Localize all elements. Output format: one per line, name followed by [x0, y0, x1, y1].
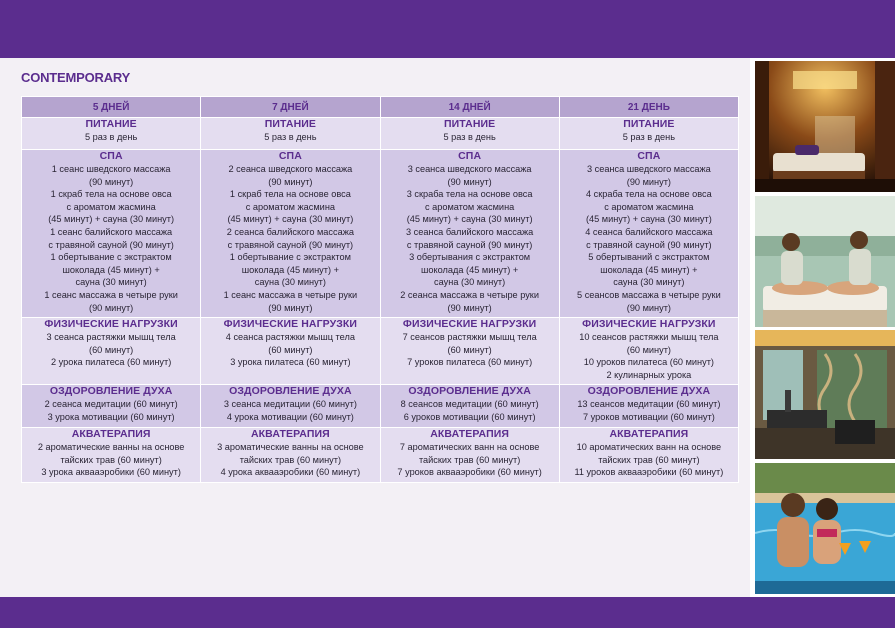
cell-line: 1 скраб тела на основе овса: [229, 189, 351, 200]
cell-line: 2 сеанса медитации (60 минут): [44, 399, 178, 409]
cell-line: 3 скраба тела на основе овса: [406, 189, 533, 200]
cell-line: 4 сеанса балийского массажа: [585, 226, 713, 237]
column-header-5-days: 5 ДНЕЙ: [22, 97, 201, 118]
cell-line: тайских трав (60 минут): [598, 454, 700, 465]
cell-line: 8 сеансов медитации (60 минут): [400, 399, 539, 409]
cell-fitness-2: [201, 318, 380, 385]
row-heading: АКВАТЕРАПИЯ: [430, 428, 510, 440]
table-row-nutrition: [22, 118, 739, 150]
cell-line: шоколада (45 минут) +: [600, 264, 698, 275]
pool-photo: [755, 463, 895, 594]
cell-line: 2 ароматические ванны на основе: [37, 442, 185, 452]
cell-line: шоколада (45 минут) +: [241, 264, 339, 275]
cell-spirit-3: [380, 385, 559, 428]
cell-line: (60 минут): [89, 344, 134, 355]
row-heading: ФИЗИЧЕСКИЕ НАГРУЗКИ: [402, 318, 537, 330]
spa-room-photo: [755, 61, 895, 192]
cell-fitness-3: [380, 318, 559, 385]
cell-spirit-2: [201, 385, 380, 428]
cell-line: с ароматом жасмина: [245, 201, 335, 212]
cell-nutrition-1: [22, 118, 201, 150]
cell-line: 3 сеанса медитации (60 минут): [223, 399, 357, 409]
cell-line: 3 урока аквааэробики (60 минут): [41, 467, 181, 478]
cell-spa-1: [22, 150, 201, 318]
row-heading: СПА: [458, 150, 482, 162]
cell-line: (45 минут) + сауна (30 минут): [227, 214, 354, 225]
cell-line: (60 минут): [447, 344, 492, 355]
cell-line: сауна (30 минут): [434, 277, 506, 288]
cell-line: шоколада (45 минут) +: [62, 264, 160, 275]
bottom-band: [0, 597, 895, 628]
cell-line: 5 раз в день: [264, 132, 317, 142]
cell-line: 1 обертывание с экстрактом: [229, 252, 351, 263]
row-heading: СПА: [99, 150, 123, 162]
cell-line: с травяной сауной (90 минут): [227, 239, 354, 250]
cell-line: 7 ароматических ванн на основе: [399, 442, 540, 452]
row-heading: ПИТАНИЕ: [623, 118, 675, 130]
row-heading: ФИЗИЧЕСКИЕ НАГРУЗКИ: [44, 318, 178, 330]
cell-line: сауна (30 минут): [613, 277, 685, 288]
cell-line: 7 уроков пилатеса (60 минут): [407, 357, 533, 368]
cell-line: 7 сеансов растяжки мышц тела: [402, 332, 537, 342]
cell-line: 4 урока мотивации (60 минут): [226, 411, 354, 422]
cell-line: с ароматом жасмина: [604, 201, 694, 212]
cell-line: (60 минут): [268, 344, 313, 355]
cell-line: 2 сеанса балийского массажа: [226, 226, 354, 237]
cell-line: 1 сеанс шведского массажа: [51, 164, 171, 174]
row-heading: АКВАТЕРАПИЯ: [71, 428, 151, 440]
row-heading: ОЗДОРОВЛЕНИЕ ДУХА: [49, 385, 173, 397]
table-body: [22, 118, 739, 483]
cell-line: с травяной сауной (90 минут): [406, 239, 533, 250]
cell-line: 2 урока пилатеса (60 минут): [50, 357, 172, 368]
cell-line: шоколада (45 минут) +: [421, 264, 519, 275]
cell-line: 3 ароматические ванны на основе: [217, 442, 364, 452]
cell-line: 6 уроков мотивации (60 минут): [403, 411, 536, 422]
cell-line: (90 минут): [268, 176, 313, 187]
cell-line: (90 минут): [447, 176, 492, 187]
table-row-spa: [22, 150, 739, 318]
cell-line: сауна (30 минут): [75, 277, 147, 288]
cell-line: 5 сеансов массажа в четыре руки: [577, 289, 721, 300]
cell-line: (90 минут): [89, 176, 134, 187]
cell-line: 1 сеанс массажа в четыре руки: [223, 289, 358, 300]
cell-line: 3 сеанса шведского массажа: [407, 164, 532, 174]
cell-line: 5 раз в день: [443, 132, 496, 142]
cell-line: (90 минут): [626, 302, 671, 313]
cell-line: 1 сеанс массажа в четыре руки: [44, 289, 178, 300]
cell-line: 5 раз в день: [622, 132, 676, 142]
cell-line: 3 обертывания с экстрактом: [409, 252, 531, 263]
row-heading: ПИТАНИЕ: [85, 118, 137, 130]
cell-line: 10 уроков пилатеса (60 минут): [583, 357, 714, 368]
top-band: [0, 0, 895, 58]
cell-line: (45 минут) + сауна (30 минут): [48, 214, 175, 225]
cell-spa-4: [559, 150, 738, 318]
section-title: CONTEMPORARY: [21, 70, 131, 85]
cell-line: 4 урока аквааэробики (60 минут): [220, 467, 361, 478]
program-table: [21, 96, 739, 483]
cell-spirit-1: [22, 385, 201, 428]
column-header-14-days: 14 ДНЕЙ: [380, 97, 559, 118]
cell-line: (90 минут): [447, 302, 492, 313]
gym-photo: [755, 330, 895, 459]
table-row-aqua: [22, 428, 739, 483]
cell-line: (45 минут) + сауна (30 минут): [406, 214, 533, 225]
table-header-row: [22, 97, 739, 118]
cell-line: 2 кулинарных урока: [606, 369, 692, 380]
cell-nutrition-4: [559, 118, 738, 150]
massage-photo: [755, 196, 895, 327]
cell-line: 3 урока мотивации (60 минут): [47, 411, 175, 422]
cell-line: (90 минут): [626, 176, 671, 187]
cell-line: тайских трав (60 минут): [418, 454, 521, 465]
cell-line: 4 сеанса растяжки мышц тела: [225, 332, 355, 342]
cell-line: 7 уроков мотивации (60 минут): [582, 411, 715, 422]
cell-spa-2: [201, 150, 380, 318]
row-heading: ФИЗИЧЕСКИЕ НАГРУЗКИ: [223, 318, 358, 330]
cell-spirit-4: [559, 385, 738, 428]
row-heading: ОЗДОРОВЛЕНИЕ ДУХА: [408, 385, 531, 397]
cell-nutrition-2: [201, 118, 380, 150]
cell-line: 2 сеанса массажа в четыре руки: [400, 289, 539, 300]
row-heading: ОЗДОРОВЛЕНИЕ ДУХА: [587, 385, 711, 397]
cell-aqua-4: [559, 428, 738, 483]
photo-column: [750, 58, 895, 597]
row-heading: ПИТАНИЕ: [443, 118, 496, 130]
cell-line: 1 сеанс балийского массажа: [50, 226, 173, 237]
cell-aqua-3: [380, 428, 559, 483]
cell-fitness-4: [559, 318, 738, 385]
cell-line: 3 урока пилатеса (60 минут): [230, 357, 351, 368]
cell-line: (60 минут): [626, 344, 671, 355]
cell-line: 5 обертываний с экстрактом: [588, 252, 710, 263]
row-heading: ОЗДОРОВЛЕНИЕ ДУХА: [229, 385, 352, 397]
row-heading: ПИТАНИЕ: [264, 118, 316, 130]
cell-line: (90 минут): [89, 302, 134, 313]
column-header-21-days: 21 ДЕНЬ: [559, 97, 738, 118]
row-heading: СПА: [637, 150, 661, 162]
cell-line: 10 сеансов растяжки мышц тела: [579, 332, 719, 342]
cell-aqua-1: [22, 428, 201, 483]
cell-line: 13 сеансов медитации (60 минут): [577, 399, 721, 409]
cell-line: (90 минут): [268, 302, 313, 313]
cell-spa-3: [380, 150, 559, 318]
table-row-fitness: [22, 318, 739, 385]
cell-line: 3 сеанса растяжки мышц тела: [46, 332, 176, 342]
cell-aqua-2: [201, 428, 380, 483]
cell-line: с травяной сауной (90 минут): [586, 239, 712, 250]
cell-line: с травяной сауной (90 минут): [48, 239, 174, 250]
cell-line: 10 ароматических ванн на основе: [576, 442, 722, 452]
cell-line: 3 сеанса шведского массажа: [586, 164, 711, 174]
row-heading: АКВАТЕРАПИЯ: [250, 428, 330, 440]
cell-line: тайских трав (60 минут): [239, 454, 342, 465]
cell-line: (45 минут) + сауна (30 минут): [585, 214, 712, 225]
table-row-spirit: [22, 385, 739, 428]
cell-line: 3 сеанса балийского массажа: [406, 226, 534, 237]
row-heading: ФИЗИЧЕСКИЕ НАГРУЗКИ: [582, 318, 716, 330]
cell-nutrition-3: [380, 118, 559, 150]
cell-line: с ароматом жасмина: [424, 201, 515, 212]
cell-line: 4 скраба тела на основе овса: [585, 189, 712, 200]
cell-line: 1 скраб тела на основе овса: [50, 189, 172, 200]
column-header-7-days: 7 ДНЕЙ: [201, 97, 380, 118]
cell-fitness-1: [22, 318, 201, 385]
cell-line: 11 уроков аквааэробики (60 минут): [574, 467, 724, 478]
cell-line: 1 обертывание с экстрактом: [50, 252, 172, 263]
cell-line: сауна (30 минут): [254, 277, 326, 288]
cell-line: 5 раз в день: [84, 132, 138, 142]
cell-line: 2 сеанса шведского массажа: [228, 164, 353, 174]
row-heading: СПА: [278, 150, 302, 162]
cell-line: 7 уроков аквааэробики (60 минут): [397, 467, 542, 478]
cell-line: тайских трав (60 минут): [60, 454, 162, 465]
cell-line: с ароматом жасмина: [66, 201, 156, 212]
row-heading: АКВАТЕРАПИЯ: [609, 428, 689, 440]
